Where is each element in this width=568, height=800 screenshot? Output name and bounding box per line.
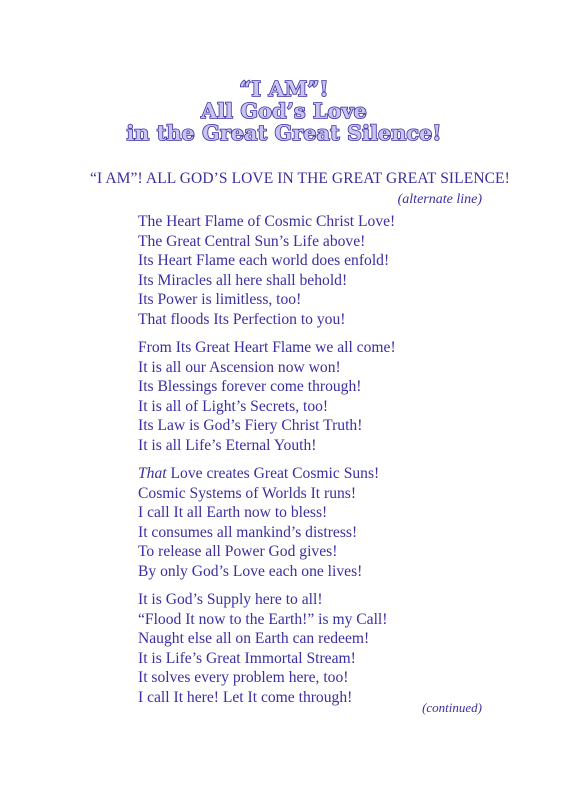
poem-line: Its Law is God’s Fiery Christ Truth! [138, 417, 363, 434]
poem-line: It solves every problem here, too! [138, 669, 349, 686]
poem-line: That floods Its Perfection to you! [138, 310, 346, 328]
poem-line: It consumes all mankind’s distress! [138, 523, 358, 541]
stanza-1 [138, 212, 395, 329]
poem-line: Its Power is limitless, too! [138, 291, 302, 308]
poem-line: Its Blessings forever come through! [138, 378, 362, 395]
line-rest: Love creates Great Cosmic Suns! [166, 465, 380, 482]
poem-line: Naught else all on Earth can redeem! [138, 630, 370, 647]
poem-line: From Its Great Heart Flame we all come! [138, 339, 396, 356]
title-line-1: “I AM”! [239, 77, 329, 101]
poem-line: It is Life’s Great Immortal Stream! [138, 649, 356, 667]
poem-line: By only God’s Love each one lives! [138, 562, 363, 580]
poem-line: Its Miracles all here shall behold! [138, 271, 348, 289]
poem-line: It is all our Ascension now won! [138, 358, 341, 376]
poem-line: Cosmic Systems of Worlds It runs! [138, 484, 357, 502]
title-line-3: in the Great Great Silence! [126, 121, 442, 145]
poem-line: Its Heart Flame each world does enfold! [138, 252, 390, 269]
poem-line: The Great Central Sun’s Life above! [138, 232, 366, 250]
poem-line: I call It here! Let It come through! [138, 688, 353, 706]
poem-line-emphasized [138, 464, 379, 484]
poem-line: To release all Power God gives! [138, 543, 338, 560]
poem-line: It is all Life’s Eternal Youth! [138, 436, 317, 454]
poem-line: I call It all Earth now to bless! [138, 504, 328, 521]
poem-heading: “I AM”! ALL GOD’S LOVE IN THE GREAT GREAT SILENCE! [90, 170, 510, 187]
title-line-2: All God’s Love [201, 99, 367, 123]
stanza-4 [138, 590, 387, 707]
poem-line: It is God’s Supply here to all! [138, 591, 323, 608]
emphasis-word: That [138, 465, 167, 482]
stanza-2 [138, 338, 396, 455]
poem-line: The Heart Flame of Cosmic Christ Love! [138, 213, 396, 230]
page-title [0, 78, 568, 144]
stanza-3 [138, 464, 379, 581]
alternate-line-note: (alternate line) [397, 192, 482, 207]
poem-line: It is all of Light’s Secrets, too! [138, 397, 329, 415]
continued-note: (continued) [422, 700, 482, 715]
poem-line: “Flood It now to the Earth!” is my Call! [138, 610, 388, 628]
